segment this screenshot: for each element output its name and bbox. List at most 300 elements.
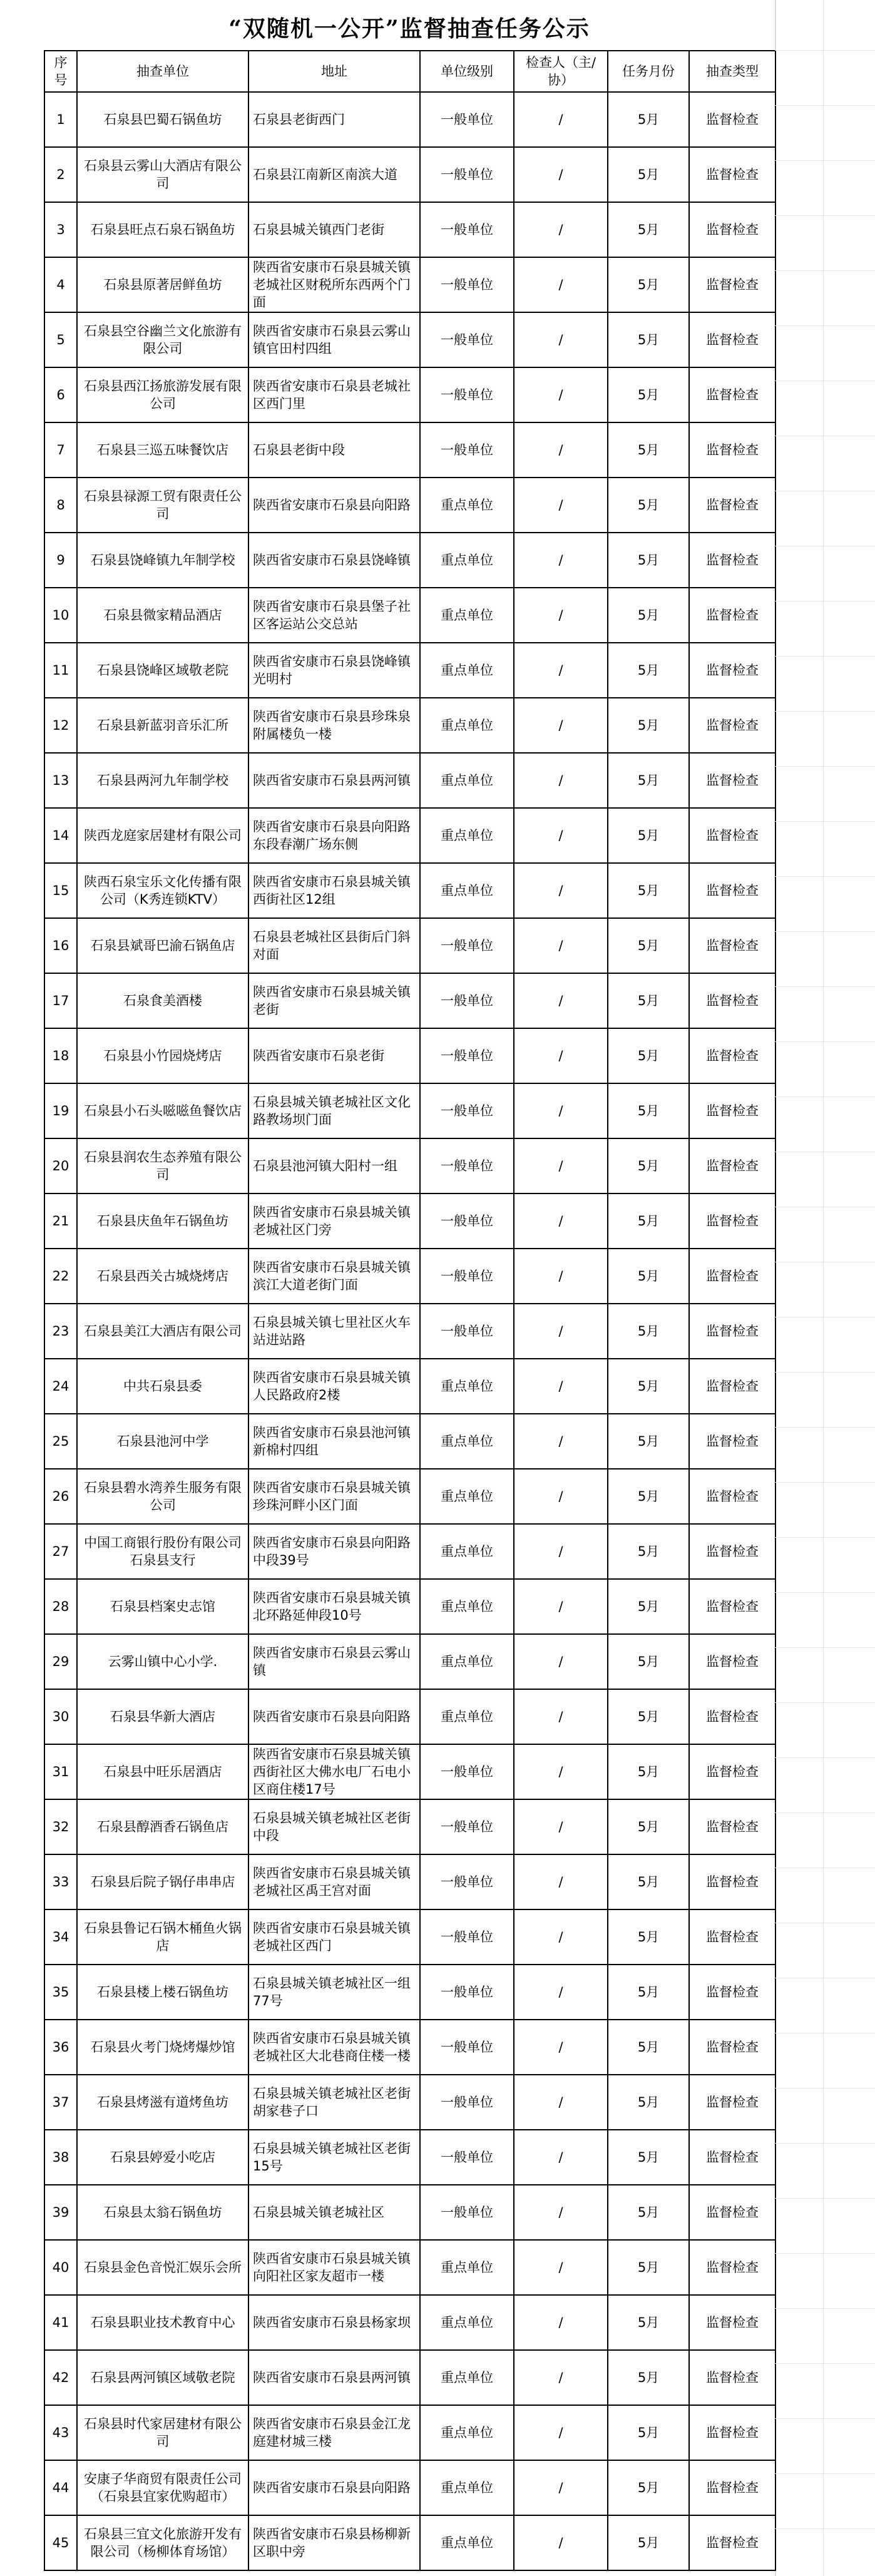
cell-inspector: / [514, 588, 608, 643]
cell-level: 重点单位 [420, 1689, 514, 1744]
cell-address: 陕西省安康市石泉县向阳路东段春潮广场东侧 [248, 808, 420, 863]
cell-type: 监督检查 [689, 147, 775, 202]
sheet-gridline [775, 656, 875, 657]
cell-inspector: / [514, 1249, 608, 1304]
cell-unit: 石泉县美江大酒店有限公司 [77, 1304, 248, 1359]
cell-level: 一般单位 [420, 1249, 514, 1304]
cell-inspector: / [514, 202, 608, 257]
cell-type: 监督检查 [689, 588, 775, 643]
cell-inspector: / [514, 312, 608, 367]
cell-inspector: / [514, 808, 608, 863]
cell-index: 36 [44, 2020, 77, 2075]
cell-type: 监督检查 [689, 533, 775, 588]
cell-inspector: / [514, 422, 608, 478]
table-row [44, 753, 775, 808]
cell-level: 重点单位 [420, 2515, 514, 2570]
table-row [44, 1854, 775, 1909]
cell-unit: 石泉县时代家居建材有限公司 [77, 2405, 248, 2460]
cell-level: 一般单位 [420, 1083, 514, 1138]
cell-index: 25 [44, 1414, 77, 1469]
cell-index: 16 [44, 918, 77, 973]
sheet-gridline [775, 1757, 875, 1758]
cell-inspector: / [514, 1414, 608, 1469]
table-row [44, 2515, 775, 2570]
cell-index: 1 [44, 92, 77, 147]
cell-unit: 石泉县鲁记石锅木桶鱼火锅店 [77, 1909, 248, 1965]
cell-type: 监督检查 [689, 2130, 775, 2185]
cell-type: 监督检查 [689, 1799, 775, 1854]
sheet-gridline [775, 986, 875, 987]
cell-inspector: / [514, 533, 608, 588]
cell-unit: 中国工商银行股份有限公司石泉县支行 [77, 1524, 248, 1579]
cell-inspector: / [514, 257, 608, 312]
cell-type: 监督检查 [689, 643, 775, 698]
cell-level: 重点单位 [420, 2240, 514, 2295]
header-unit: 抽查单位 [77, 51, 248, 92]
table-body [44, 92, 775, 2570]
table-row [44, 533, 775, 588]
cell-address: 陕西省安康市石泉县杨家坝 [248, 2295, 420, 2350]
cell-address: 石泉县老街中段 [248, 422, 420, 478]
sheet-gridline [775, 2363, 875, 2364]
table-row [44, 2020, 775, 2075]
cell-level: 重点单位 [420, 1634, 514, 1689]
table-row [44, 1469, 775, 1524]
cell-month: 5月 [608, 2460, 689, 2515]
inspection-table [44, 50, 776, 2571]
cell-inspector: / [514, 1083, 608, 1138]
cell-index: 10 [44, 588, 77, 643]
cell-type: 监督检查 [689, 202, 775, 257]
table-row [44, 2350, 775, 2405]
sheet-gridline [775, 2253, 875, 2254]
cell-inspector: / [514, 1579, 608, 1634]
sheet-gridline [775, 1647, 875, 1648]
cell-index: 3 [44, 202, 77, 257]
header-index: 序号 [44, 51, 77, 92]
cell-index: 13 [44, 753, 77, 808]
page-title: “双随机一公开”监督抽查任务公示 [228, 16, 590, 42]
cell-type: 监督检查 [689, 1193, 775, 1249]
cell-inspector: / [514, 1138, 608, 1193]
cell-type: 监督检查 [689, 2295, 775, 2350]
cell-address: 陕西省安康市石泉县城关镇人民路政府2楼 [248, 1359, 420, 1414]
cell-type: 监督检查 [689, 2515, 775, 2570]
cell-level: 重点单位 [420, 1524, 514, 1579]
cell-inspector: / [514, 1469, 608, 1524]
cell-type: 监督检查 [689, 2240, 775, 2295]
cell-level: 一般单位 [420, 2020, 514, 2075]
cell-month: 5月 [608, 367, 689, 422]
sheet-gridline [775, 2418, 875, 2419]
table-row [44, 973, 775, 1028]
cell-index: 40 [44, 2240, 77, 2295]
cell-address: 陕西省安康市石泉县城关镇老街 [248, 973, 420, 1028]
cell-address: 陕西省安康市石泉县老城社区西门里 [248, 367, 420, 422]
cell-inspector: / [514, 2130, 608, 2185]
cell-unit: 石泉县饶峰镇九年制学校 [77, 533, 248, 588]
cell-unit: 石泉县碧水湾养生服务有限公司 [77, 1469, 248, 1524]
sheet-gridline [823, 0, 824, 2576]
sheet-gridline [775, 270, 875, 271]
cell-type: 监督检查 [689, 1028, 775, 1083]
table-row [44, 1028, 775, 1083]
cell-level: 重点单位 [420, 2405, 514, 2460]
table-row [44, 1138, 775, 1193]
cell-index: 44 [44, 2460, 77, 2515]
cell-month: 5月 [608, 808, 689, 863]
cell-type: 监督检查 [689, 2405, 775, 2460]
cell-inspector: / [514, 698, 608, 753]
sheet-gridline [775, 1702, 875, 1703]
cell-type: 监督检查 [689, 1469, 775, 1524]
cell-address: 石泉县老街西门 [248, 92, 420, 147]
cell-month: 5月 [608, 1634, 689, 1689]
sheet-gridline [775, 1592, 875, 1593]
cell-month: 5月 [608, 918, 689, 973]
cell-month: 5月 [608, 1028, 689, 1083]
cell-type: 监督检查 [689, 478, 775, 533]
cell-index: 28 [44, 1579, 77, 1634]
cell-month: 5月 [608, 2240, 689, 2295]
table-row [44, 643, 775, 698]
table-row [44, 918, 775, 973]
cell-level: 一般单位 [420, 312, 514, 367]
sheet-gridline [775, 1537, 875, 1538]
cell-type: 监督检查 [689, 312, 775, 367]
cell-level: 重点单位 [420, 2295, 514, 2350]
cell-level: 一般单位 [420, 257, 514, 312]
sheet-gridline [775, 1041, 875, 1042]
cell-month: 5月 [608, 1414, 689, 1469]
sheet-gridline [775, 876, 875, 877]
cell-inspector: / [514, 2075, 608, 2130]
cell-month: 5月 [608, 698, 689, 753]
cell-unit: 石泉县档案史志馆 [77, 1579, 248, 1634]
cell-address: 石泉县城关镇老城社区老街中段 [248, 1799, 420, 1854]
cell-level: 重点单位 [420, 753, 514, 808]
cell-index: 33 [44, 1854, 77, 1909]
cell-month: 5月 [608, 2020, 689, 2075]
cell-type: 监督检查 [689, 1579, 775, 1634]
cell-address: 陕西省安康市石泉县珍珠泉附属楼负一楼 [248, 698, 420, 753]
cell-inspector: / [514, 2350, 608, 2405]
cell-unit: 石泉县斌哥巴渝石锅鱼店 [77, 918, 248, 973]
cell-address: 陕西省安康市石泉老街 [248, 1028, 420, 1083]
cell-unit: 石泉县原著居鲜鱼坊 [77, 257, 248, 312]
cell-inspector: / [514, 1799, 608, 1854]
cell-address: 陕西省安康市石泉县两河镇 [248, 2350, 420, 2405]
cell-type: 监督检查 [689, 1138, 775, 1193]
cell-address: 陕西省安康市石泉县金江龙庭建材城三楼 [248, 2405, 420, 2460]
cell-month: 5月 [608, 1854, 689, 1909]
sheet-gridline [775, 2528, 875, 2529]
cell-inspector: / [514, 2460, 608, 2515]
cell-address: 陕西省安康市石泉县池河镇新棉村四组 [248, 1414, 420, 1469]
cell-unit: 石泉县两河镇区域敬老院 [77, 2350, 248, 2405]
cell-level: 一般单位 [420, 1854, 514, 1909]
cell-month: 5月 [608, 1193, 689, 1249]
cell-index: 41 [44, 2295, 77, 2350]
cell-level: 一般单位 [420, 147, 514, 202]
cell-month: 5月 [608, 1799, 689, 1854]
cell-unit: 石泉县烤滋有道烤鱼坊 [77, 2075, 248, 2130]
cell-address: 陕西省安康市石泉县饶峰镇光明村 [248, 643, 420, 698]
cell-month: 5月 [608, 1579, 689, 1634]
cell-index: 2 [44, 147, 77, 202]
cell-index: 4 [44, 257, 77, 312]
cell-inspector: / [514, 2295, 608, 2350]
header-type: 抽查类型 [689, 51, 775, 92]
cell-month: 5月 [608, 533, 689, 588]
cell-level: 一般单位 [420, 1909, 514, 1965]
table-row [44, 1249, 775, 1304]
table-row [44, 2295, 775, 2350]
cell-type: 监督检查 [689, 973, 775, 1028]
cell-month: 5月 [608, 753, 689, 808]
table-row [44, 147, 775, 202]
table-row [44, 478, 775, 533]
cell-inspector: / [514, 973, 608, 1028]
table-row [44, 808, 775, 863]
cell-address: 陕西省安康市石泉县城关镇北环路延伸段10号 [248, 1579, 420, 1634]
cell-month: 5月 [608, 2405, 689, 2460]
sheet-gridline [775, 821, 875, 822]
cell-unit: 安康子华商贸有限责任公司（石泉县宜家优购超市） [77, 2460, 248, 2515]
cell-month: 5月 [608, 2295, 689, 2350]
cell-inspector: / [514, 1359, 608, 1414]
cell-type: 监督检查 [689, 2020, 775, 2075]
cell-address: 陕西省安康市石泉县云雾山镇 [248, 1634, 420, 1689]
cell-inspector: / [514, 753, 608, 808]
cell-address: 石泉县城关镇老城社区老街胡家巷子口 [248, 2075, 420, 2130]
cell-month: 5月 [608, 863, 689, 918]
cell-month: 5月 [608, 1304, 689, 1359]
table-row [44, 1909, 775, 1965]
cell-index: 15 [44, 863, 77, 918]
cell-index: 37 [44, 2075, 77, 2130]
cell-month: 5月 [608, 202, 689, 257]
cell-month: 5月 [608, 1138, 689, 1193]
cell-level: 一般单位 [420, 92, 514, 147]
sheet-gridline [775, 2198, 875, 2199]
sheet-gridline [775, 160, 875, 161]
cell-index: 22 [44, 1249, 77, 1304]
cell-level: 一般单位 [420, 2185, 514, 2240]
cell-unit: 石泉县小竹园烧烤店 [77, 1028, 248, 1083]
cell-address: 陕西省安康市石泉县城关镇滨江大道老街门面 [248, 1249, 420, 1304]
cell-unit: 陕西石泉宝乐文化传播有限公司（K秀连锁KTV） [77, 863, 248, 918]
cell-type: 监督检查 [689, 918, 775, 973]
cell-index: 21 [44, 1193, 77, 1249]
header-address: 地址 [248, 51, 420, 92]
cell-month: 5月 [608, 1965, 689, 2020]
header-level: 单位级别 [420, 51, 514, 92]
cell-type: 监督检查 [689, 2185, 775, 2240]
cell-inspector: / [514, 1965, 608, 2020]
cell-index: 32 [44, 1799, 77, 1854]
cell-level: 重点单位 [420, 533, 514, 588]
cell-index: 5 [44, 312, 77, 367]
cell-address: 石泉县城关镇老城社区 [248, 2185, 420, 2240]
cell-unit: 石泉县醇酒香石锅鱼店 [77, 1799, 248, 1854]
cell-address: 陕西省安康市石泉县向阳路 [248, 478, 420, 533]
cell-inspector: / [514, 2515, 608, 2570]
cell-month: 5月 [608, 1249, 689, 1304]
cell-level: 一般单位 [420, 1965, 514, 2020]
cell-unit: 石泉县庆鱼年石锅鱼坊 [77, 1193, 248, 1249]
cell-level: 重点单位 [420, 2460, 514, 2515]
cell-month: 5月 [608, 422, 689, 478]
sheet-gridline [775, 931, 875, 932]
sheet-gridline [775, 2473, 875, 2474]
cell-type: 监督检查 [689, 1524, 775, 1579]
cell-index: 20 [44, 1138, 77, 1193]
cell-index: 17 [44, 973, 77, 1028]
cell-level: 一般单位 [420, 202, 514, 257]
cell-type: 监督检查 [689, 863, 775, 918]
cell-inspector: / [514, 1524, 608, 1579]
cell-address: 石泉县江南新区南滨大道 [248, 147, 420, 202]
cell-index: 23 [44, 1304, 77, 1359]
sheet-gridline [775, 1427, 875, 1428]
cell-index: 43 [44, 2405, 77, 2460]
cell-unit: 中共石泉县委 [77, 1359, 248, 1414]
cell-level: 重点单位 [420, 643, 514, 698]
table-row [44, 2075, 775, 2130]
cell-inspector: / [514, 1744, 608, 1799]
cell-address: 石泉县老城社区县街后门斜对面 [248, 918, 420, 973]
cell-month: 5月 [608, 1359, 689, 1414]
cell-month: 5月 [608, 588, 689, 643]
sheet-gridline [775, 105, 875, 106]
cell-index: 9 [44, 533, 77, 588]
cell-level: 一般单位 [420, 918, 514, 973]
cell-inspector: / [514, 1634, 608, 1689]
table-row [44, 1579, 775, 1634]
cell-unit: 石泉县职业技术教育中心 [77, 2295, 248, 2350]
cell-address: 陕西省安康市石泉县城关镇向阳社区家友超市一楼 [248, 2240, 420, 2295]
cell-month: 5月 [608, 2515, 689, 2570]
cell-type: 监督检查 [689, 257, 775, 312]
cell-level: 一般单位 [420, 973, 514, 1028]
table-row [44, 312, 775, 367]
cell-month: 5月 [608, 2075, 689, 2130]
cell-index: 27 [44, 1524, 77, 1579]
cell-index: 42 [44, 2350, 77, 2405]
cell-unit: 石泉县池河中学 [77, 1414, 248, 1469]
sheet-gridline [775, 766, 875, 767]
cell-type: 监督检查 [689, 2460, 775, 2515]
cell-unit: 石泉县后院子锅仔串串店 [77, 1854, 248, 1909]
cell-month: 5月 [608, 1469, 689, 1524]
cell-unit: 石泉县华新大酒店 [77, 1689, 248, 1744]
table-row [44, 1744, 775, 1799]
cell-index: 31 [44, 1744, 77, 1799]
cell-month: 5月 [608, 1689, 689, 1744]
sheet-gridline [775, 215, 875, 216]
cell-index: 24 [44, 1359, 77, 1414]
cell-unit: 石泉县空谷幽兰文化旅游有限公司 [77, 312, 248, 367]
table-header-row [44, 51, 775, 92]
cell-index: 14 [44, 808, 77, 863]
cell-index: 29 [44, 1634, 77, 1689]
header-month: 任务月份 [608, 51, 689, 92]
cell-level: 一般单位 [420, 422, 514, 478]
cell-index: 38 [44, 2130, 77, 2185]
cell-type: 监督检查 [689, 1744, 775, 1799]
cell-address: 陕西省安康市石泉县城关镇老城社区门旁 [248, 1193, 420, 1249]
cell-level: 一般单位 [420, 1304, 514, 1359]
cell-level: 重点单位 [420, 698, 514, 753]
cell-address: 陕西省安康市石泉县向阳路 [248, 2460, 420, 2515]
cell-inspector: / [514, 1909, 608, 1965]
cell-inspector: / [514, 1304, 608, 1359]
cell-level: 一般单位 [420, 367, 514, 422]
cell-inspector: / [514, 92, 608, 147]
cell-unit: 石泉县婷爱小吃店 [77, 2130, 248, 2185]
cell-address: 陕西省安康市石泉县城关镇老城社区西门 [248, 1909, 420, 1965]
cell-month: 5月 [608, 2350, 689, 2405]
cell-type: 监督检查 [689, 92, 775, 147]
cell-inspector: / [514, 147, 608, 202]
table-row [44, 1414, 775, 1469]
cell-unit: 陕西龙庭家居建材有限公司 [77, 808, 248, 863]
cell-month: 5月 [608, 2185, 689, 2240]
sheet-gridline [775, 711, 875, 712]
cell-inspector: / [514, 643, 608, 698]
cell-type: 监督检查 [689, 1854, 775, 1909]
cell-address: 陕西省安康市石泉县杨柳新区职中旁 [248, 2515, 420, 2570]
cell-type: 监督检查 [689, 1414, 775, 1469]
cell-inspector: / [514, 2240, 608, 2295]
cell-index: 45 [44, 2515, 77, 2570]
cell-month: 5月 [608, 1744, 689, 1799]
cell-unit: 石泉县太翁石锅鱼坊 [77, 2185, 248, 2240]
cell-level: 重点单位 [420, 808, 514, 863]
cell-index: 7 [44, 422, 77, 478]
cell-level: 一般单位 [420, 1799, 514, 1854]
cell-address: 石泉县城关镇老城社区一组77号 [248, 1965, 420, 2020]
cell-month: 5月 [608, 257, 689, 312]
table-row [44, 422, 775, 478]
cell-inspector: / [514, 1028, 608, 1083]
cell-type: 监督检查 [689, 1689, 775, 1744]
cell-address: 陕西省安康市石泉县城关镇珍珠河畔小区门面 [248, 1469, 420, 1524]
cell-unit: 石泉县微家精品酒店 [77, 588, 248, 643]
cell-level: 重点单位 [420, 2350, 514, 2405]
cell-unit: 石泉县火考门烧烤爆炒馆 [77, 2020, 248, 2075]
cell-month: 5月 [608, 973, 689, 1028]
table-row [44, 2240, 775, 2295]
cell-type: 监督检查 [689, 367, 775, 422]
cell-index: 11 [44, 643, 77, 698]
cell-level: 重点单位 [420, 1579, 514, 1634]
cell-unit: 石泉县楼上楼石锅鱼坊 [77, 1965, 248, 2020]
cell-type: 监督检查 [689, 808, 775, 863]
cell-unit: 石泉县三巡五味餐饮店 [77, 422, 248, 478]
cell-address: 陕西省安康市石泉县饶峰镇 [248, 533, 420, 588]
cell-unit: 石泉县中旺乐居酒店 [77, 1744, 248, 1799]
cell-index: 19 [44, 1083, 77, 1138]
cell-level: 重点单位 [420, 863, 514, 918]
table-row [44, 367, 775, 422]
table-row [44, 2460, 775, 2515]
cell-inspector: / [514, 1689, 608, 1744]
cell-type: 监督检查 [689, 1965, 775, 2020]
cell-address: 陕西省安康市石泉县向阳路中段39号 [248, 1524, 420, 1579]
sheet-gridline [775, 50, 875, 51]
